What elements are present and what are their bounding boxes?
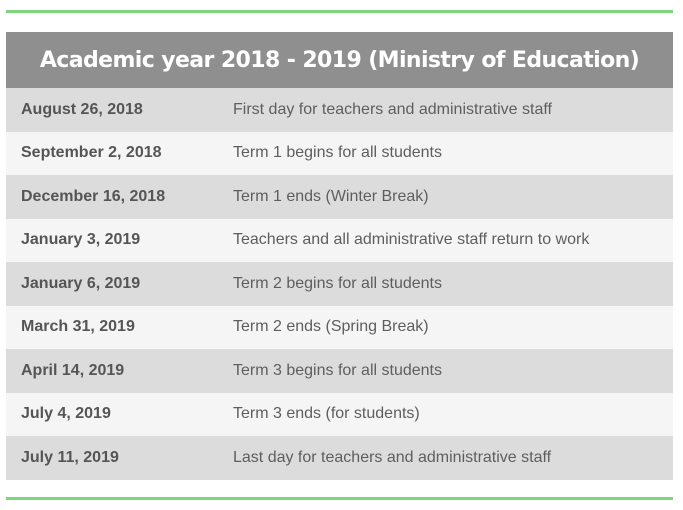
row-event: Term 2 ends (Spring Break) [233,318,429,336]
row-date: September 2, 2018 [21,144,162,162]
table-title: Academic year 2018 - 2019 (Ministry of Education) [6,32,673,88]
row-date: December 16, 2018 [21,187,166,205]
row-date: March 31, 2019 [21,318,135,336]
row-event: Teachers and all administrative staff return to work [233,231,590,249]
table-row [6,436,673,480]
top-divider [6,10,673,13]
row-date: April 14, 2019 [21,361,125,379]
table-row [6,175,673,219]
calendar-rows [6,88,673,480]
table-row [6,393,673,437]
bottom-divider [6,497,673,500]
row-event: Term 1 ends (Winter Break) [233,187,429,205]
academic-calendar-table [6,32,673,480]
row-event: Term 1 begins for all students [233,144,442,162]
row-event: Term 3 ends (for students) [233,405,420,423]
table-row [6,349,673,393]
row-event: Last day for teachers and administrative staff [233,448,552,466]
row-event: First day for teachers and administrative staff [233,100,552,118]
row-date: July 11, 2019 [21,448,119,466]
table-row [6,219,673,263]
row-date: January 3, 2019 [21,231,141,249]
row-event: Term 3 begins for all students [233,361,442,379]
table-row [6,88,673,132]
table-row [6,306,673,350]
row-date: January 6, 2019 [21,274,141,292]
row-event: Term 2 begins for all students [233,274,442,292]
table-row [6,132,673,176]
table-row [6,262,673,306]
row-date: July 4, 2019 [21,405,111,423]
row-date: August 26, 2018 [21,100,143,118]
